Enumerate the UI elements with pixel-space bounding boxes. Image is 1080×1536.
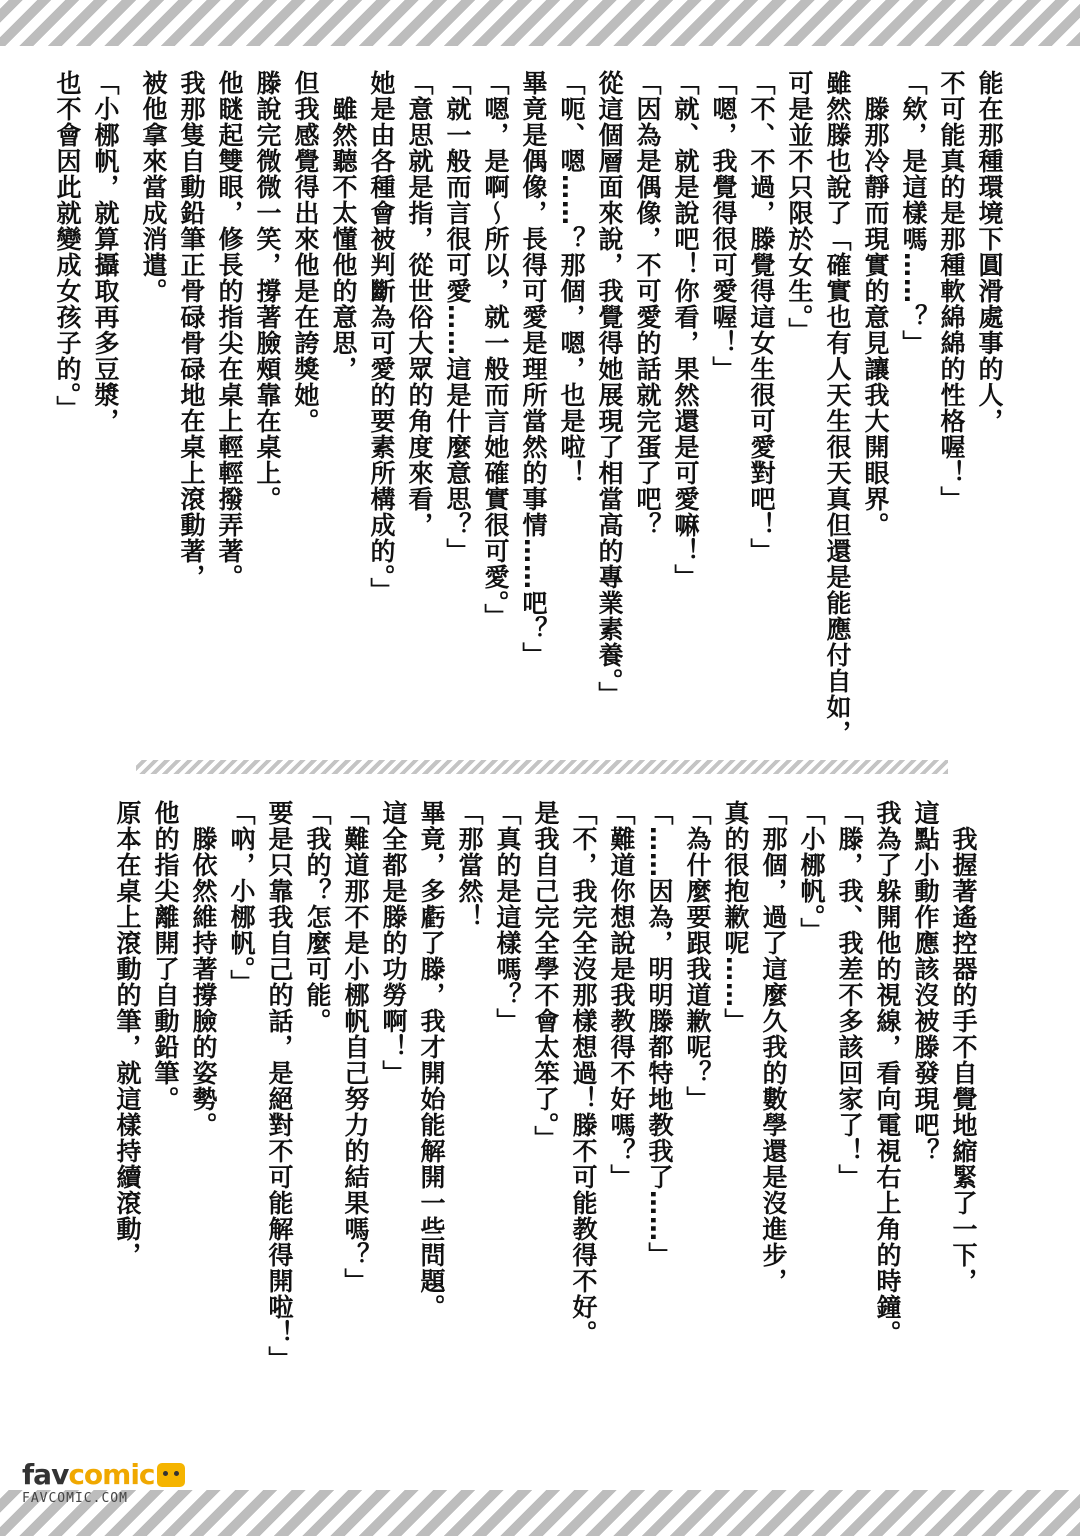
text-column: 我為了躲開他的視線，看向電視右上角的時鐘。 — [873, 800, 902, 1346]
text-column: 不可能真的是那種軟綿綿的性格喔！」 — [937, 70, 966, 512]
text-column: 滕那冷靜而現實的意見讓我大開眼界。 — [861, 70, 890, 538]
text-column: 「難道那不是小梛帆自己努力的結果嗎？」 — [341, 800, 370, 1294]
text-column: 這全都是滕的功勞啊！」 — [379, 800, 408, 1086]
logo-comic-text: comic — [68, 1458, 155, 1491]
text-column: 要是只靠我自己的話，是絕對不可能解得開啦！」 — [265, 800, 294, 1372]
text-column: 「我的？怎麼可能。 — [303, 800, 332, 1034]
text-column: 「就一般而言很可愛……這是什麼意思？」 — [443, 70, 472, 564]
text-column: 「那個，過了這麼久我的數學還是沒進步， — [759, 800, 788, 1294]
text-column: 「嗯，是啊～所以，就一般而言她確實很可愛。」 — [481, 70, 510, 630]
text-column: 「嗯，我覺得很可愛喔！」 — [709, 70, 738, 382]
text-column: 但我感覺得出來他是在誇獎她。 — [291, 70, 320, 434]
text-column: 「滕，我、我差不多該回家了！」 — [835, 800, 864, 1190]
text-column: 「呃、嗯……？那個，嗯，也是啦！ — [557, 70, 586, 486]
text-column: 「意思就是指，從世俗大眾的角度來看， — [405, 70, 434, 538]
text-column: 「難道你想說是我教得不好嗎？」 — [607, 800, 636, 1190]
logo-fav-text: fav — [22, 1458, 69, 1491]
text-column: 滕說完微微一笑，撐著臉頰靠在桌上。 — [253, 70, 282, 512]
text-column: 從這個層面來說，我覺得她展現了相當高的專業素養。」 — [595, 70, 624, 708]
text-column: 「……因為，明明滕都特地教我了……」 — [645, 800, 674, 1268]
text-column: 「小梛帆。」 — [797, 800, 826, 944]
text-column: 他瞇起雙眼，修長的指尖在桌上輕輕撥弄著。 — [215, 70, 244, 590]
text-column: 滕依然維持著撐臉的姿勢。 — [189, 800, 218, 1138]
text-column: 「因為是偶像，不可愛的話就完蛋了吧？ — [633, 70, 662, 538]
text-column: 畢竟，多虧了滕，我才開始能解開一些問題。 — [417, 800, 446, 1320]
text-column: 「那當然！ — [455, 800, 484, 930]
section-divider — [136, 760, 948, 774]
text-column: 這點小動作應該沒被滕發現吧？ — [911, 800, 940, 1164]
text-column: 他的指尖離開了自動鉛筆。 — [151, 800, 180, 1112]
text-column: 「小梛帆，就算攝取再多豆漿， — [91, 70, 120, 434]
text-column: 「吶，小梛帆。」 — [227, 800, 256, 996]
text-column: 能在那種環境下圓滑處事的人， — [975, 70, 1004, 434]
text-column: 「真的是這樣嗎？」 — [493, 800, 522, 1034]
favcomic-logo — [22, 1458, 202, 1518]
text-column: 我握著遙控器的手不自覺地縮緊了一下， — [949, 800, 978, 1294]
text-column: 畢竟是偶像，長得可愛是理所當然的事情……吧？」 — [519, 70, 548, 668]
text-column: 「欸，是這樣嗎……？」 — [899, 70, 928, 356]
logo-site-url: FAVCOMIC.COM — [22, 1491, 128, 1506]
text-column: 「不、不過，滕覺得這女生很可愛對吧！」 — [747, 70, 776, 564]
text-column: 是我自己完全學不會太笨了。」 — [531, 800, 560, 1152]
text-column: 雖然聽不太懂他的意思， — [329, 70, 358, 382]
text-column: 可是並不只限於女生。」 — [785, 70, 814, 344]
logo-wordmark — [22, 1458, 202, 1491]
text-column: 「不，我完全沒那樣想過！滕不可能教得不好。 — [569, 800, 598, 1346]
text-column: 原本在桌上滾動的筆，就這樣持續滾動， — [113, 800, 142, 1268]
text-column: 「為什麼要跟我道歉呢？」 — [683, 800, 712, 1112]
text-column: 「就、就是說吧！你看，果然還是可愛嘛！」 — [671, 70, 700, 590]
text-column: 被他拿來當成消遣。 — [139, 70, 168, 304]
text-column: 真的很抱歉呢……」 — [721, 800, 750, 1034]
logo-mascot-icon — [157, 1463, 185, 1487]
text-column: 也不會因此就變成女孩子的。」 — [53, 70, 82, 422]
text-column: 雖然滕也說了「確實也有人天生很天真但還是能應付自如， — [823, 70, 852, 746]
text-column: 她是由各種會被判斷為可愛的要素所構成的。」 — [367, 70, 396, 604]
top-stripe-border — [0, 0, 1080, 46]
text-column: 我那隻自動鉛筆正骨碌骨碌地在桌上滾動著， — [177, 70, 206, 590]
